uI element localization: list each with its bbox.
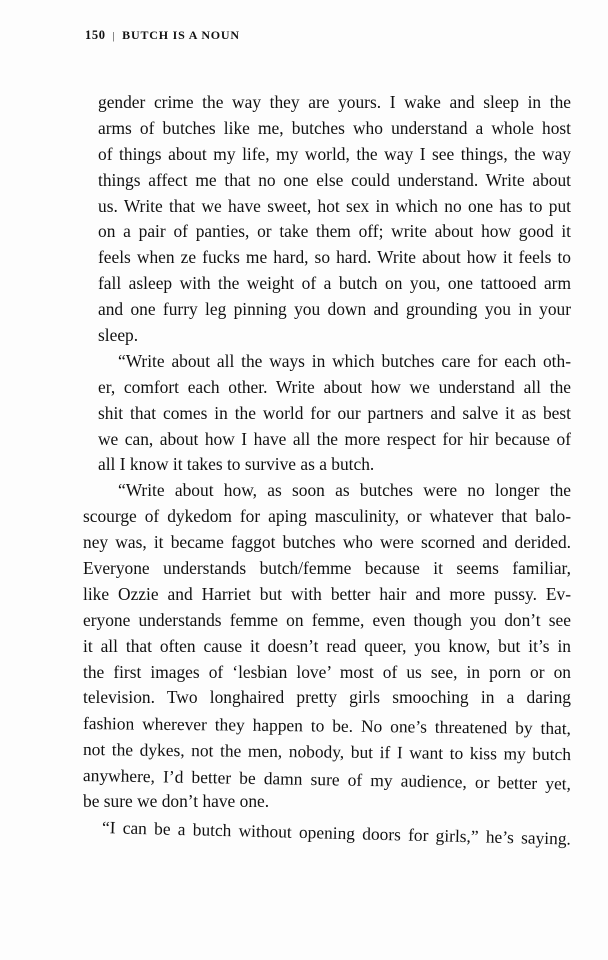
page-number: 150 (85, 28, 106, 42)
text-line: Everyone understands butch/femme because it seems familiar, (83, 558, 571, 579)
text-line: eryone understands femme on femme, even though you don’t see (83, 609, 571, 630)
text-line: television. Two longhaired pretty girls smooching in a daring (83, 687, 571, 708)
text-line: all I know it takes to survive as a butch. (98, 454, 375, 475)
text-line: “I can be a butch without opening doors for girls,” he’s saying. (101, 817, 572, 849)
text-line: feels when ze fucks me hard, so hard. Write about how it feels to (98, 247, 571, 268)
text-line: “Write about how, as soon as butches were no longer the (118, 480, 571, 501)
text-line: arms of butches like me, butches who understand a whole host (98, 117, 571, 138)
running-head-separator: | (112, 31, 116, 42)
text-line: things affect me that no one else could understand. Write about (98, 169, 571, 190)
text-line: anywhere, I’d better be damn sure of my audience, or better yet, (82, 765, 572, 794)
text-line: and one furry leg pinning you down and grounding you in your (98, 299, 571, 320)
book-title: BUTCH IS A NOUN (122, 28, 240, 42)
text-line: of things about my life, my world, the way I see things, the way (98, 143, 571, 164)
text-line: like Ozzie and Harriet but with better hair and more pussy. Ev- (83, 583, 571, 604)
text-line: shit that comes in the world for our partners and salve it as best (98, 402, 571, 423)
running-head (85, 28, 240, 43)
text-line: on a pair of panties, or take them off; write about how good it (98, 221, 571, 242)
text-line: gender crime the way they are yours. I wake and sleep in the (98, 92, 571, 112)
text-line: scourge of dykedom for aping masculinity, or whatever that balo- (83, 506, 571, 527)
text-line: ney was, it became faggot butches who were scorned and derided. (83, 532, 571, 553)
text-line: it all that often cause it doesn’t read queer, you know, but it’s in (83, 635, 571, 656)
text-line: us. Write that we have sweet, hot sex in which no one has to put (98, 195, 571, 216)
text-line: the first images of ‘lesbian love’ most of us see, in porn or on (83, 661, 571, 682)
text-line: be sure we don’t have one. (83, 791, 270, 812)
text-line: not the dykes, not the men, nobody, but if I want to kiss my butch (82, 739, 572, 765)
text-line: er, comfort each other. Write about how we understand all the (98, 376, 571, 397)
text-line: we can, about how I have all the more respect for hir because of (98, 428, 571, 449)
text-line: fall asleep with the weight of a butch on you, one tattooed arm (98, 273, 571, 294)
body-text (82, 90, 572, 849)
text-line: “Write about all the ways in which butches care for each oth- (118, 350, 571, 371)
text-line: fashion wherever they happen to be. No one’s threatened by that, (82, 713, 572, 739)
text-line: sleep. (98, 325, 139, 346)
